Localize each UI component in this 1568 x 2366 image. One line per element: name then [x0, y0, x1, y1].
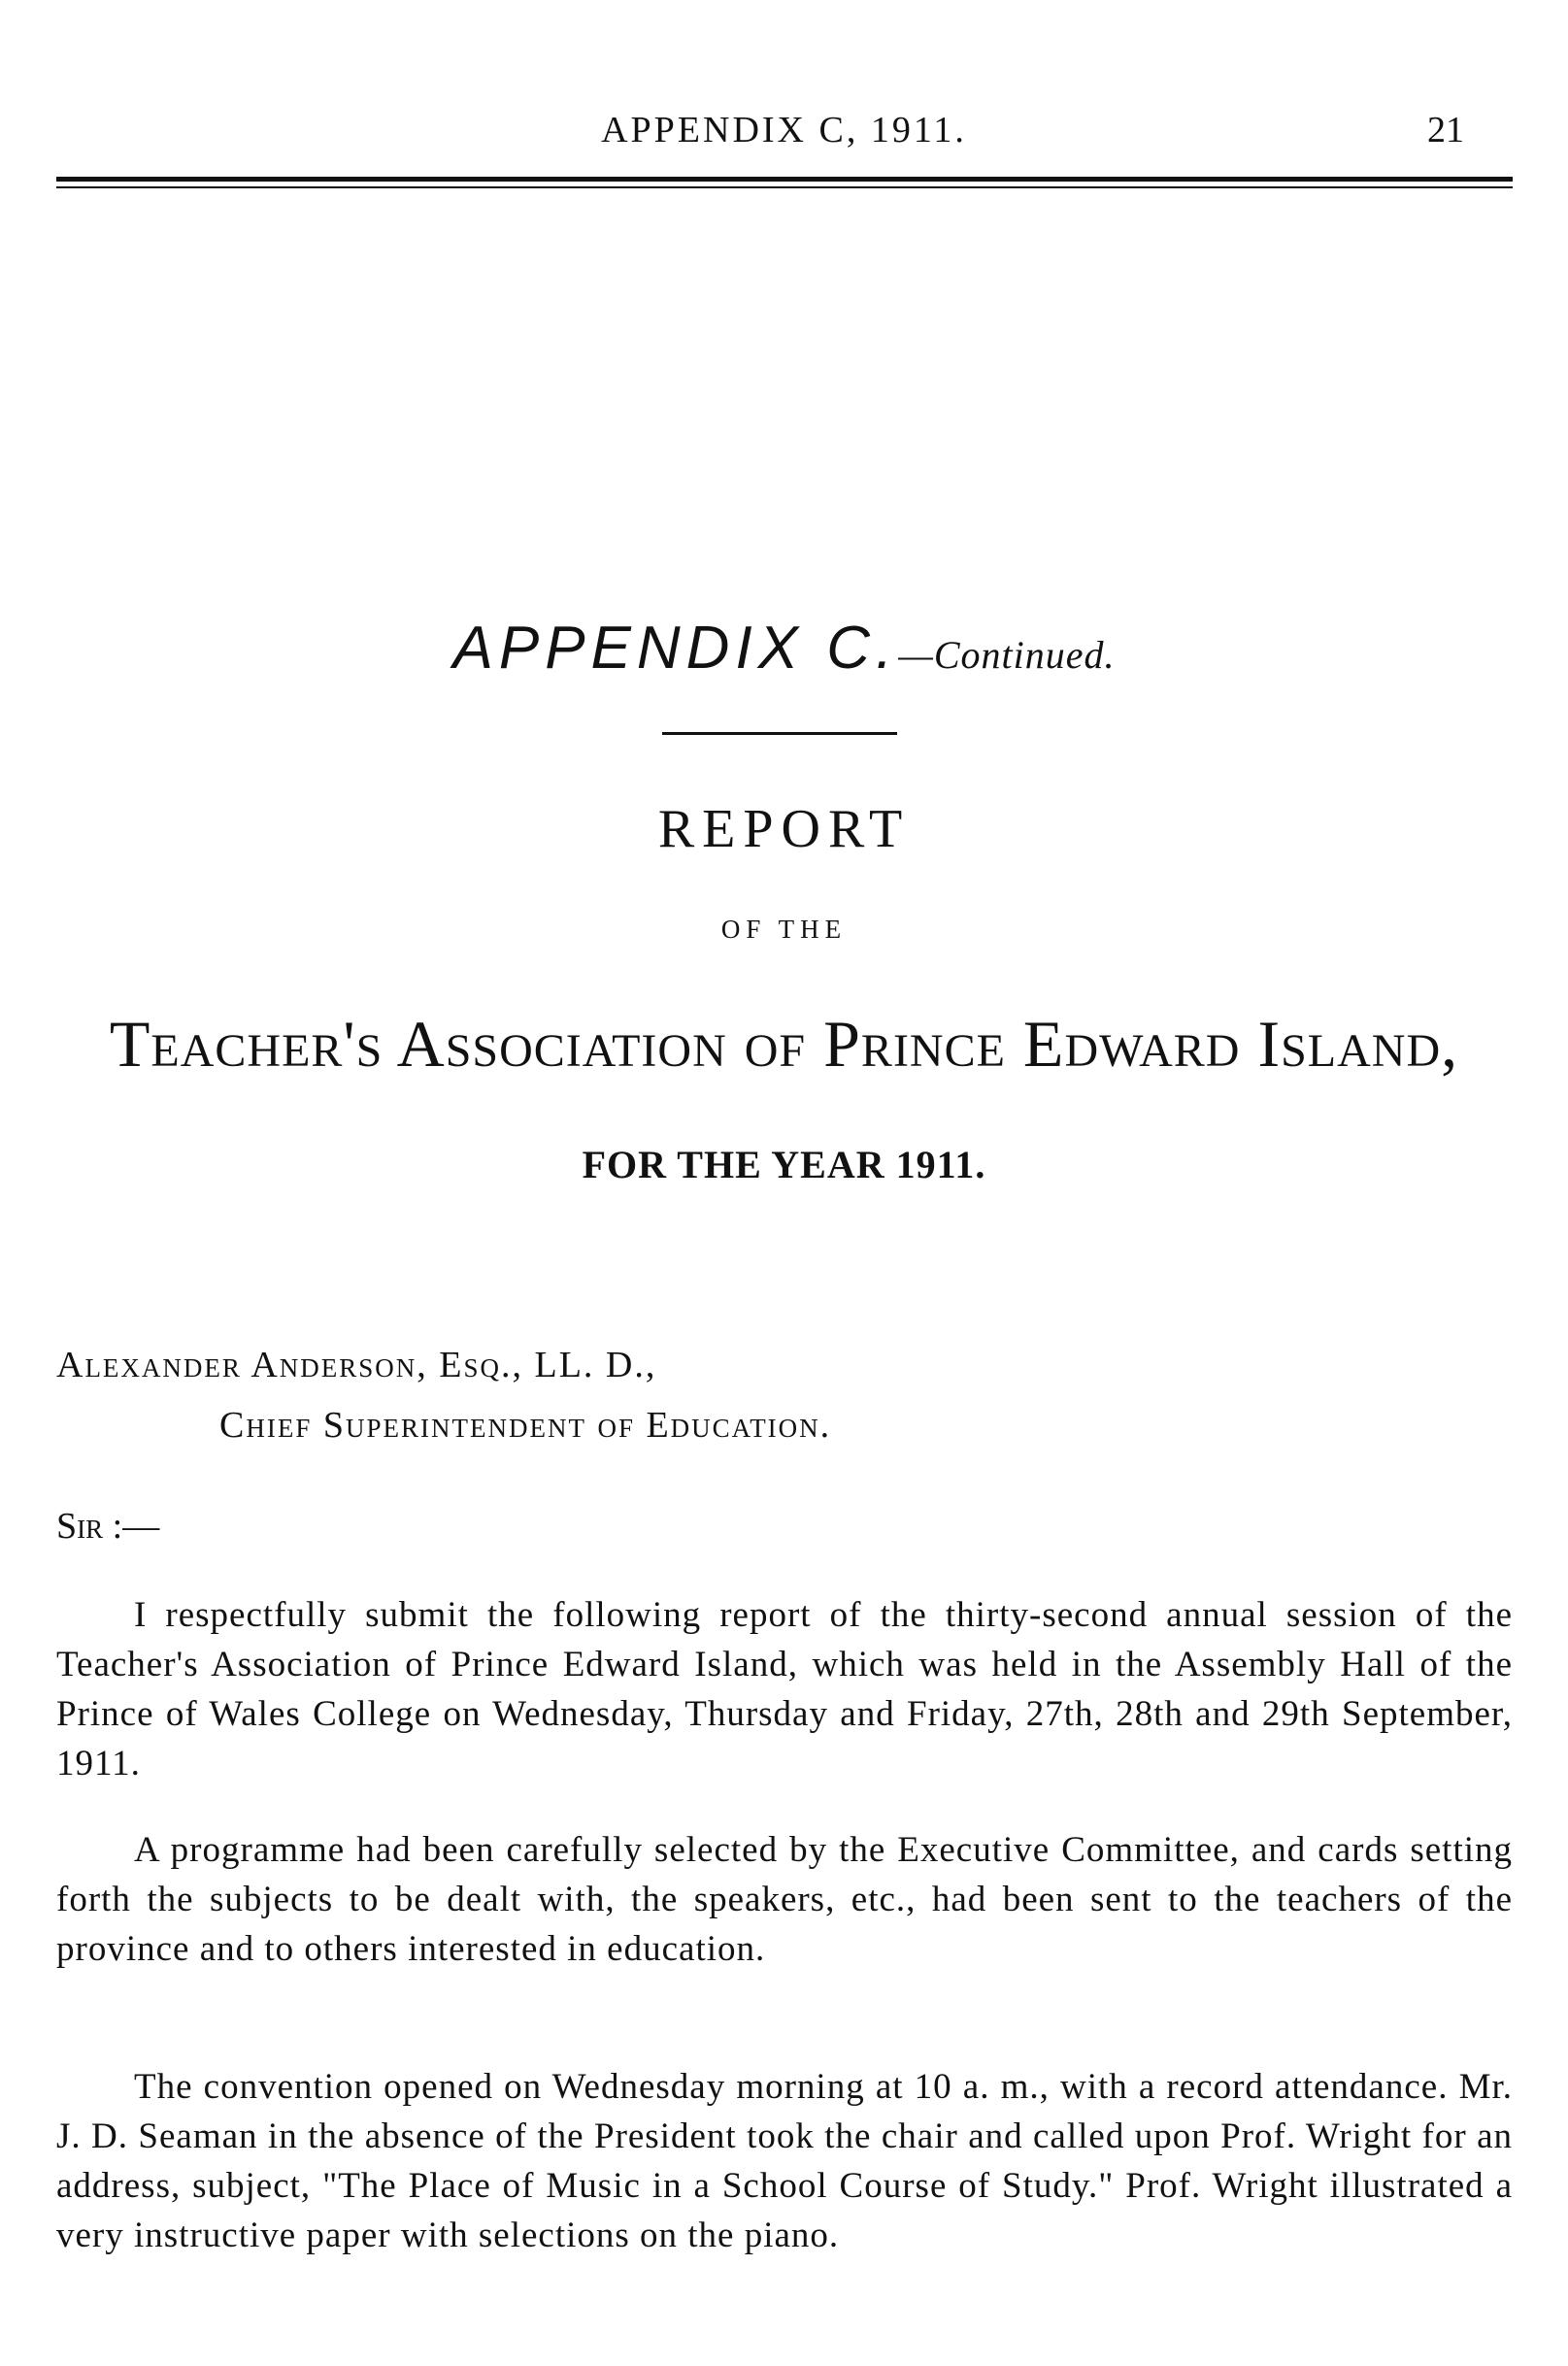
appendix-label: APPENDIX C.: [452, 615, 899, 682]
running-head: APPENDIX C, 1911.: [601, 110, 967, 150]
year-line: FOR THE YEAR 1911.: [582, 1143, 986, 1186]
addressee-name: Alexander Anderson, Esq., LL. D.,: [56, 1345, 657, 1385]
page-number: 21: [1427, 110, 1464, 150]
header-rule-thick: [56, 177, 1513, 182]
association-title: Teacher's Association of Prince Edward Island,: [109, 1007, 1459, 1081]
addressee-title: Chief Superintendent of Education.: [219, 1405, 832, 1446]
appendix-title: [0, 614, 1568, 683]
body-paragraph: A programme had been carefully selected by the Executive Committee, and cards setting forth the subjects to be dealt with, the speakers, etc., had been sent to the teachers of the province and to others interested in education.: [56, 1830, 1513, 1969]
header-rule-thin: [56, 186, 1513, 188]
title-divider: [662, 732, 897, 735]
body-paragraph: I respectfully submit the following report of the thirty-second annual session of the Teacher's Association of Prince Edward Island, which was held in the Assembly Hall of the Prince of Wales College on Wednesday, Thursday and Friday, 27th, 28th and 29th September, 1911.: [56, 1595, 1513, 1783]
of-the-line: OF THE: [720, 915, 848, 944]
body-paragraph: The convention opened on Wednesday morning at 10 a. m., with a record attendance. Mr. J. D. Seaman in the absence of the President took the chair and called upon Prof. Wright for an address, subject, "The Place of Music in a School Course of Study." Prof. Wright illustrated a very instructive paper with selections on the piano.: [56, 2067, 1513, 2255]
report-title: REPORT: [657, 799, 911, 859]
salutation: Sir :—: [56, 1506, 160, 1547]
continued-label: —Continued.: [898, 633, 1116, 677]
